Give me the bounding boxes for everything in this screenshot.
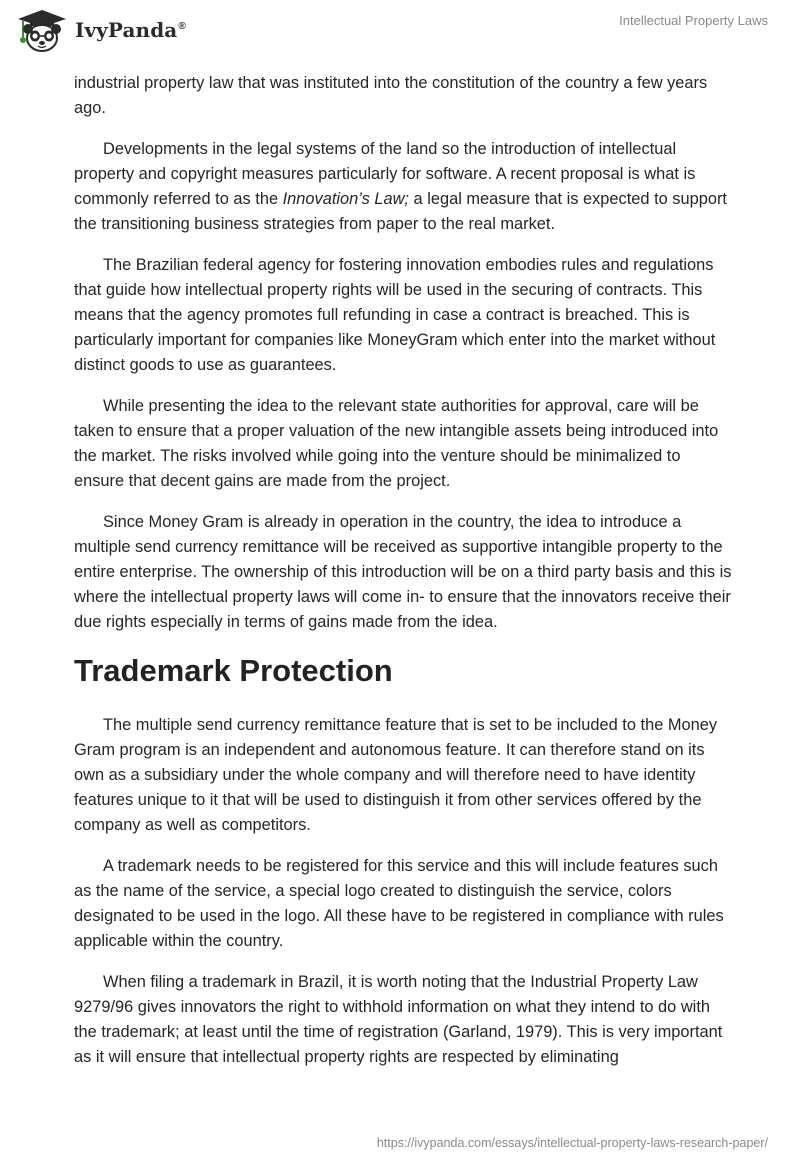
paragraph-approval: While presenting the idea to the relevant state authorities for approval, care will be taken to ensure that a proper valuation of the new intangible assets being introduced into the market. The risks involved while going into the venture should be minimalized to ensure that decent gains are made from the project.: [74, 397, 719, 490]
paragraph-federal-agency: The Brazilian federal agency for fostering innovation embodies rules and regulations that guide how intellectual property rights will be used in the securing of contracts. This means that the agency promotes full refunding in case a contract is breached. This is particularly important for companies like MoneyGram which enter into the market without distinct goods to use as guarantees.: [74, 256, 716, 374]
emphasis-innovations-law: Innovation’s Law;: [282, 190, 409, 208]
source-url[interactable]: https://ivypanda.com/essays/intellectual-property-laws-research-paper/: [376, 1136, 768, 1150]
document-title: Intellectual Property Laws: [619, 13, 768, 28]
ivypanda-logo[interactable]: [14, 8, 186, 52]
panda-graduate-icon: [14, 8, 70, 52]
brand-name: IvyPanda®: [75, 18, 186, 42]
paragraph-text: a legal measure that is expected to support the transitioning business strategies from paper to the real market.: [74, 190, 727, 233]
article-body: [74, 71, 734, 1086]
brand-registered-mark: ®: [178, 21, 186, 33]
paragraph-trademark-registration: A trademark needs to be registered for this service and this will include features such as the name of the service, a special logo created to distinguish the service, colors designated to be used in the logo. All these have to be registered in compliance with rules applicable within the country.: [74, 857, 724, 950]
paragraph-filing-brazil: When filing a trademark in Brazil, it is worth noting that the Industrial Property Law 9279/96 gives innovators the right to withhold information on what they intend to do with the trademark; at least until the time of registration (Garland, 1979). This is very important as it will ensure that intellectual property rights are respected by eliminating: [74, 973, 723, 1066]
section-heading-trademark: Trademark Protection: [74, 653, 393, 688]
paragraph-remittance-feature: The multiple send currency remittance feature that is set to be included to the Money Gram program is an independent and autonomous feature. It can therefore stand on its own as a subsidiary under the whole company and will therefore need to have identity features unique to it that will be used to distinguish it from other services offered by the company as well as competitors.: [74, 716, 718, 834]
page-header: [0, 0, 800, 60]
paragraph-text: Developments in the legal systems of the land so the introduction of intellectual property and copyright measures particularly for software. A recent proposal is what is commonly referred to as the: [74, 140, 696, 208]
paragraph-money-gram: Since Money Gram is already in operation in the country, the idea to introduce a multiple send currency remittance will be received as supportive intangible property to the entire enterprise. The ownership of this introduction will be on a third party basis and this is where the intellectual property laws will come in- to ensure that the innovators receive their due rights especially in terms of gains made from the idea.: [74, 513, 732, 631]
paragraph-continuation: industrial property law that was instituted into the constitution of the country a few years ago.: [74, 74, 708, 117]
paragraph-innovations-law: [74, 137, 734, 237]
